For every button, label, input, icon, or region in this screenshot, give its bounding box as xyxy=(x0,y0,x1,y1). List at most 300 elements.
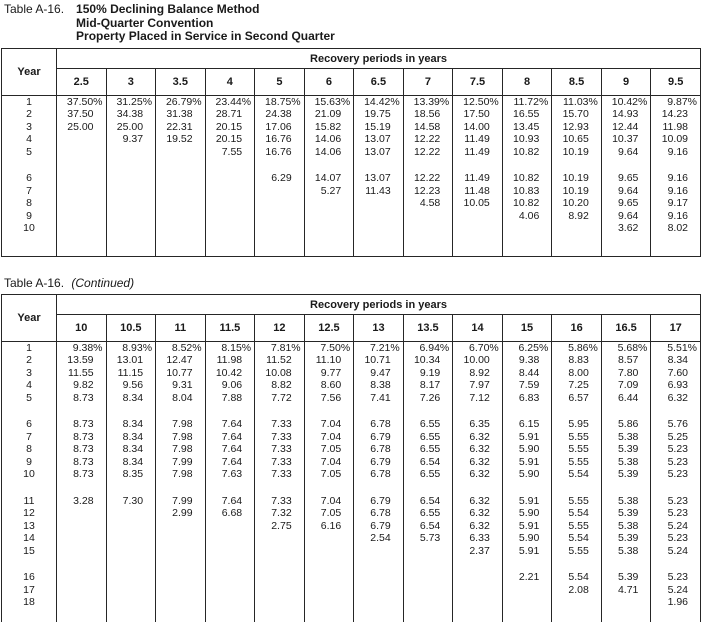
table-cell xyxy=(552,404,602,418)
group-gap-row xyxy=(2,158,701,172)
table-row xyxy=(2,222,701,235)
table-cell: 5.54 xyxy=(552,507,602,520)
table-cell: 6.55 xyxy=(403,468,453,481)
table-cell: 6.32 xyxy=(453,431,503,444)
table-cell xyxy=(403,481,453,495)
table-cell xyxy=(57,596,107,609)
table-cell: 7.98 xyxy=(156,418,206,431)
table-cell xyxy=(205,172,255,185)
table-cell: 10.00 xyxy=(453,354,503,367)
table-cell: 7.55 xyxy=(205,146,255,159)
title-line-method: 150% Declining Balance Method xyxy=(76,2,260,16)
table-cell xyxy=(106,210,156,223)
table-cell: 5.95 xyxy=(552,418,602,431)
table-cell: 37.50% xyxy=(57,96,107,109)
year-cell: 5 xyxy=(26,391,32,404)
table-cell: 10.83 xyxy=(502,185,552,198)
table-cell: 5.91 xyxy=(502,456,552,469)
period-column-header: 7 xyxy=(403,69,453,96)
table-cell: 24.38 xyxy=(255,108,305,121)
table-cell: 9.38 xyxy=(502,354,552,367)
table-cell: 8.73 xyxy=(57,468,107,481)
table-cell: 15.19 xyxy=(354,121,404,134)
table-cell: 5.73 xyxy=(403,532,453,545)
table-cell: 6.68 xyxy=(205,507,255,520)
table-cell: 11.43 xyxy=(354,185,404,198)
year-cell: 6 xyxy=(26,418,32,431)
table-cell: 5.23 xyxy=(651,495,701,508)
table-row xyxy=(2,456,701,469)
table-cell: 15.82 xyxy=(304,121,354,134)
table-cell xyxy=(502,609,552,622)
table-cell: 22.31 xyxy=(156,121,206,134)
table-cell xyxy=(502,481,552,495)
table-cell: 7.64 xyxy=(205,456,255,469)
table-row xyxy=(2,354,701,367)
table-cell xyxy=(552,609,602,622)
table-cell xyxy=(552,158,602,172)
table-cell: 6.35 xyxy=(453,418,503,431)
table-cell: 10.19 xyxy=(552,146,602,159)
table-cell xyxy=(255,532,305,545)
period-column-header: 9.5 xyxy=(651,69,701,96)
table-cell xyxy=(106,545,156,558)
table-cell xyxy=(552,222,602,235)
table-cell: 7.99 xyxy=(156,495,206,508)
table-row xyxy=(2,172,701,185)
period-column-header: 11 xyxy=(156,315,206,342)
table-row xyxy=(2,121,701,134)
table-cell xyxy=(502,235,552,257)
table-cell: 6.32 xyxy=(453,520,503,533)
table-cell: 12.50% xyxy=(453,96,503,109)
table-cell: 5.90 xyxy=(502,532,552,545)
table-cell: 12.22 xyxy=(403,146,453,159)
table-row xyxy=(2,342,701,355)
table-cell: 5.55 xyxy=(552,520,602,533)
table-cell xyxy=(106,532,156,545)
table-cell: 6.32 xyxy=(453,443,503,456)
table-cell: 5.38 xyxy=(601,456,651,469)
table-cell: 6.78 xyxy=(354,418,404,431)
table-cell xyxy=(205,185,255,198)
table-cell xyxy=(106,584,156,597)
table-cell xyxy=(453,222,503,235)
table-cell: 6.29 xyxy=(255,172,305,185)
table-cell: 12.22 xyxy=(403,133,453,146)
table-cell xyxy=(156,481,206,495)
table-cell: 7.56 xyxy=(304,392,354,405)
table-cell: 7.98 xyxy=(156,468,206,481)
table-cell: 7.32 xyxy=(255,507,305,520)
table-cell xyxy=(304,210,354,223)
table-cell xyxy=(453,596,503,609)
table-cell: 7.64 xyxy=(205,443,255,456)
table-cell: 5.23 xyxy=(651,468,701,481)
table-cell: 12.44 xyxy=(601,121,651,134)
table-cell: 11.03% xyxy=(552,96,602,109)
year-cell xyxy=(2,158,57,172)
table-body xyxy=(2,342,701,622)
table-cell xyxy=(255,222,305,235)
table-cell xyxy=(57,210,107,223)
table-cell: 7.64 xyxy=(205,495,255,508)
table-cell xyxy=(552,481,602,495)
title-line-convention: Mid-Quarter Convention xyxy=(76,15,214,30)
table-cell xyxy=(57,222,107,235)
table-row xyxy=(2,507,701,520)
table-cell xyxy=(255,481,305,495)
table-cell xyxy=(453,210,503,223)
table-cell xyxy=(354,545,404,558)
table-cell: 7.04 xyxy=(304,495,354,508)
table-cell xyxy=(255,545,305,558)
table-cell: 8.34 xyxy=(106,418,156,431)
year-cell: 1 xyxy=(26,96,32,108)
bottom-pad-row xyxy=(2,235,701,257)
table-cell: 6.78 xyxy=(354,507,404,520)
year-cell xyxy=(2,404,57,418)
table-cell: 37.50 xyxy=(57,108,107,121)
period-column-header: 3 xyxy=(106,69,156,96)
table-row xyxy=(2,146,701,159)
year-cell: 17 xyxy=(23,583,35,596)
year-cell: 3 xyxy=(26,120,32,133)
table-cell: 5.24 xyxy=(651,520,701,533)
table-header xyxy=(2,295,701,342)
header-row-span xyxy=(2,295,701,315)
table-row xyxy=(2,379,701,392)
table-cell xyxy=(304,584,354,597)
table-cell: 11.15 xyxy=(106,367,156,380)
table-cell: 6.54 xyxy=(403,520,453,533)
table-cell xyxy=(651,235,701,257)
table-cell: 11.52 xyxy=(255,354,305,367)
table-cell: 10.34 xyxy=(403,354,453,367)
table-cell xyxy=(57,404,107,418)
table-cell: 17.06 xyxy=(255,121,305,134)
table-cell: 5.91 xyxy=(502,520,552,533)
table-cell xyxy=(106,596,156,609)
year-cell: 6 xyxy=(26,172,32,185)
table-cell: 5.24 xyxy=(651,545,701,558)
table-cell: 6.32 xyxy=(453,468,503,481)
table-cell: 5.54 xyxy=(552,532,602,545)
table-cell xyxy=(304,532,354,545)
table-cell xyxy=(255,235,305,257)
bottom-pad-row xyxy=(2,609,701,622)
table-row xyxy=(2,431,701,444)
table-cell: 8.57 xyxy=(601,354,651,367)
table-cell: 7.12 xyxy=(453,392,503,405)
table-cell: 5.90 xyxy=(502,468,552,481)
table-cell: 2.75 xyxy=(255,520,305,533)
table-cell xyxy=(304,235,354,257)
period-column-header: 9 xyxy=(601,69,651,96)
table-cell xyxy=(106,185,156,198)
table-cell: 9.65 xyxy=(601,172,651,185)
table-cell xyxy=(205,545,255,558)
table-cell: 6.55 xyxy=(403,507,453,520)
table-cell xyxy=(403,158,453,172)
table-cell: 7.72 xyxy=(255,392,305,405)
table-cell: 13.07 xyxy=(354,172,404,185)
table-cell xyxy=(57,172,107,185)
table-cell: 7.64 xyxy=(205,418,255,431)
table-cell: 7.98 xyxy=(156,431,206,444)
table-cell: 10.20 xyxy=(552,197,602,210)
table-cell: 7.33 xyxy=(255,431,305,444)
table-cell xyxy=(255,584,305,597)
table-cell: 5.23 xyxy=(651,456,701,469)
table-cell xyxy=(57,146,107,159)
table-cell: 11.55 xyxy=(57,367,107,380)
table-cell xyxy=(354,210,404,223)
table-cell: 13.01 xyxy=(106,354,156,367)
table-cell: 5.55 xyxy=(552,443,602,456)
year-header: Year xyxy=(2,295,57,342)
table-cell: 6.54 xyxy=(403,495,453,508)
year-cell: 8 xyxy=(26,443,32,456)
year-cell xyxy=(2,609,57,622)
table-label: Table A-16. xyxy=(4,2,65,16)
table-cell xyxy=(502,596,552,609)
table-cell: 7.09 xyxy=(601,379,651,392)
group-gap-row xyxy=(2,404,701,418)
table-cell xyxy=(354,197,404,210)
table-cell: 11.10 xyxy=(304,354,354,367)
year-cell: 13 xyxy=(23,519,35,532)
table-cell: 10.37 xyxy=(601,133,651,146)
table-cell: 7.05 xyxy=(304,443,354,456)
table-cell: 5.38 xyxy=(601,495,651,508)
table-cell: 7.05 xyxy=(304,507,354,520)
table-cell: 6.70% xyxy=(453,342,503,355)
table-cell: 8.34 xyxy=(106,443,156,456)
table-cell: 7.33 xyxy=(255,495,305,508)
table-cell: 7.33 xyxy=(255,443,305,456)
table-cell: 6.32 xyxy=(651,392,701,405)
table-cell: 34.38 xyxy=(106,108,156,121)
table-cell xyxy=(255,596,305,609)
table-row xyxy=(2,571,701,584)
year-cell: 2 xyxy=(26,108,32,121)
table-cell xyxy=(453,584,503,597)
table-cell: 6.57 xyxy=(552,392,602,405)
table-cell xyxy=(255,197,305,210)
table-cell xyxy=(304,571,354,584)
table-cell xyxy=(453,235,503,257)
table-cell: 2.21 xyxy=(502,571,552,584)
table-cell: 13.39% xyxy=(403,96,453,109)
table-row xyxy=(2,495,701,508)
period-column-header: 8.5 xyxy=(552,69,602,96)
year-cell: 18 xyxy=(23,596,35,609)
table-cell xyxy=(156,571,206,584)
table-cell: 2.99 xyxy=(156,507,206,520)
table-cell: 8.82 xyxy=(255,379,305,392)
table-cell: 5.27 xyxy=(304,185,354,198)
year-cell: 2 xyxy=(26,354,32,367)
table-cell xyxy=(57,133,107,146)
table-cell xyxy=(106,481,156,495)
table-cell xyxy=(403,571,453,584)
table-cell xyxy=(453,571,503,584)
table-cell: 5.24 xyxy=(651,584,701,597)
table-cell: 10.05 xyxy=(453,197,503,210)
table-cell: 16.76 xyxy=(255,146,305,159)
table-cell: 6.93 xyxy=(651,379,701,392)
period-column-header: 16 xyxy=(552,315,602,342)
table-cell xyxy=(403,222,453,235)
year-cell xyxy=(2,481,57,495)
table-cell xyxy=(354,609,404,622)
table-cell: 7.30 xyxy=(106,495,156,508)
table-cell xyxy=(205,571,255,584)
table-cell: 21.09 xyxy=(304,108,354,121)
table-cell: 14.07 xyxy=(304,172,354,185)
table-cell xyxy=(354,222,404,235)
table-cell xyxy=(651,609,701,622)
table-cell xyxy=(156,185,206,198)
table-cell xyxy=(651,481,701,495)
year-cell: 14 xyxy=(23,532,35,545)
table-row xyxy=(2,96,701,109)
table-cell xyxy=(304,609,354,622)
period-column-header: 2.5 xyxy=(57,69,107,96)
period-column-header: 7.5 xyxy=(453,69,503,96)
table-cell: 7.04 xyxy=(304,418,354,431)
table-cell: 5.51% xyxy=(651,342,701,355)
table-body xyxy=(2,96,701,257)
table-cell: 8.34 xyxy=(651,354,701,367)
table-row xyxy=(2,418,701,431)
table-cell: 8.44 xyxy=(502,367,552,380)
table-cell xyxy=(601,481,651,495)
table-cell: 9.37 xyxy=(106,133,156,146)
continued-title-block xyxy=(4,276,134,290)
table-cell xyxy=(403,235,453,257)
table-cell: 7.63 xyxy=(205,468,255,481)
table-cell: 5.76 xyxy=(651,418,701,431)
table-cell: 7.99 xyxy=(156,456,206,469)
table-cell: 4.06 xyxy=(502,210,552,223)
table-cell xyxy=(403,404,453,418)
year-header: Year xyxy=(2,49,57,96)
table-row xyxy=(2,108,701,121)
table-cell: 5.23 xyxy=(651,532,701,545)
table-cell xyxy=(601,596,651,609)
table-cell: 11.49 xyxy=(453,133,503,146)
year-cell: 9 xyxy=(26,209,32,222)
table-cell: 6.32 xyxy=(453,507,503,520)
year-cell: 10 xyxy=(23,468,35,481)
group-gap-row xyxy=(2,481,701,495)
table-cell xyxy=(453,557,503,571)
table-row xyxy=(2,210,701,223)
table-cell: 11.98 xyxy=(651,121,701,134)
title-line-quarter: Property Placed in Service in Second Quarter xyxy=(76,29,335,43)
table-cell xyxy=(205,222,255,235)
table-cell: 6.44 xyxy=(601,392,651,405)
table-cell: 13.07 xyxy=(354,146,404,159)
table-cell xyxy=(304,222,354,235)
table-cell xyxy=(57,532,107,545)
table-cell xyxy=(354,235,404,257)
table-cell: 7.25 xyxy=(552,379,602,392)
table-cell: 9.31 xyxy=(156,379,206,392)
table-cell: 7.64 xyxy=(205,431,255,444)
table-cell xyxy=(205,520,255,533)
table-cell: 6.94% xyxy=(403,342,453,355)
table-cell: 5.39 xyxy=(601,468,651,481)
table-cell xyxy=(57,507,107,520)
table-row xyxy=(2,584,701,597)
table-cell: 5.23 xyxy=(651,443,701,456)
table-cell xyxy=(205,596,255,609)
table-cell xyxy=(304,404,354,418)
period-column-header: 12.5 xyxy=(304,315,354,342)
year-cell: 4 xyxy=(26,133,32,146)
table-cell: 9.64 xyxy=(601,210,651,223)
table-cell: 7.97 xyxy=(453,379,503,392)
table-cell xyxy=(354,158,404,172)
period-column-header: 11.5 xyxy=(205,315,255,342)
table-cell: 20.15 xyxy=(205,121,255,134)
table-cell: 5.23 xyxy=(651,571,701,584)
table-cell xyxy=(651,557,701,571)
table-row xyxy=(2,392,701,405)
table-cell xyxy=(255,185,305,198)
table-cell xyxy=(354,404,404,418)
table-cell: 9.64 xyxy=(601,146,651,159)
table-cell xyxy=(502,584,552,597)
table-cell: 6.79 xyxy=(354,456,404,469)
table-cell: 10.09 xyxy=(651,133,701,146)
table-cell xyxy=(106,172,156,185)
table-cell xyxy=(156,596,206,609)
table-cell: 11.48 xyxy=(453,185,503,198)
table-cell xyxy=(156,197,206,210)
table-cell: 7.21% xyxy=(354,342,404,355)
table-cell: 5.39 xyxy=(601,571,651,584)
table-cell: 7.04 xyxy=(304,431,354,444)
table-cell: 5.86% xyxy=(552,342,602,355)
table-cell xyxy=(205,584,255,597)
year-cell xyxy=(2,557,57,571)
year-cell: 3 xyxy=(26,366,32,379)
table-row xyxy=(2,545,701,558)
table-cell xyxy=(651,404,701,418)
table-cell: 8.17 xyxy=(403,379,453,392)
period-column-header: 10.5 xyxy=(106,315,156,342)
table-cell: 9.06 xyxy=(205,379,255,392)
depreciation-table-part-1 xyxy=(1,48,701,257)
table-cell: 12.93 xyxy=(552,121,602,134)
table-cell xyxy=(601,235,651,257)
continued-table-label: Table A-16. xyxy=(4,276,65,290)
period-column-header: 14 xyxy=(453,315,503,342)
table-cell: 8.35 xyxy=(106,468,156,481)
table-cell: 11.49 xyxy=(453,172,503,185)
year-cell: 15 xyxy=(23,544,35,557)
table-cell: 6.25% xyxy=(502,342,552,355)
table-cell: 14.42% xyxy=(354,96,404,109)
table-cell xyxy=(156,584,206,597)
table-cell: 13.59 xyxy=(57,354,107,367)
table-cell: 8.15% xyxy=(205,342,255,355)
table-cell xyxy=(57,557,107,571)
